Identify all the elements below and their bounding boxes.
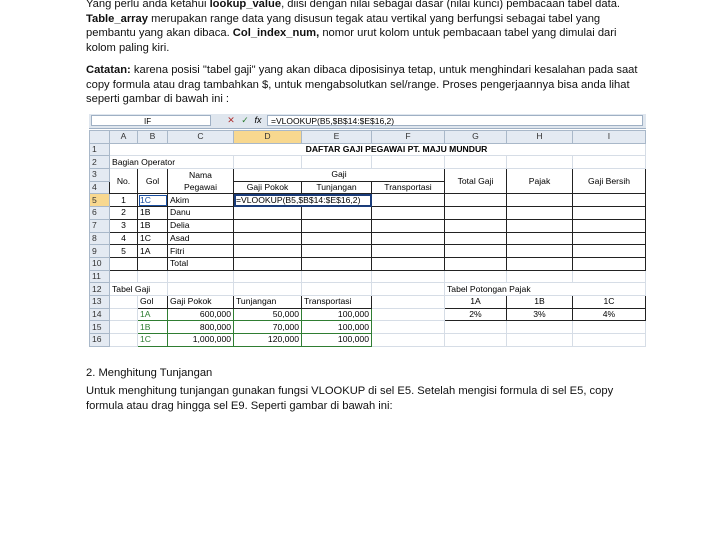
cell[interactable] [302, 257, 372, 270]
editing-cell[interactable] [234, 194, 372, 207]
header-tunjangan[interactable]: Tunjangan [302, 181, 372, 194]
table-row [90, 156, 646, 169]
pajak-val[interactable]: 4% [573, 308, 646, 321]
tg-header-transportasi[interactable]: Transportasi [302, 295, 372, 308]
tg-tunjangan[interactable]: 70,000 [234, 321, 302, 334]
header-gaji[interactable]: Gaji [234, 169, 445, 182]
table-row [90, 245, 646, 258]
cell[interactable] [445, 194, 507, 207]
tabel-gaji-label[interactable]: Tabel Gaji [110, 283, 168, 296]
cell[interactable] [168, 270, 234, 283]
table-row [90, 194, 646, 207]
cell[interactable] [507, 334, 573, 347]
cell[interactable] [234, 245, 302, 258]
cell[interactable] [573, 232, 646, 245]
cell[interactable] [573, 270, 646, 283]
table-row [90, 283, 646, 296]
cell[interactable] [110, 334, 138, 347]
cell[interactable] [234, 257, 302, 270]
column-header[interactable]: C [168, 131, 234, 144]
cell[interactable] [302, 232, 372, 245]
tg-header-pokok[interactable]: Gaji Pokok [168, 295, 234, 308]
row-header[interactable]: 10 [90, 257, 110, 270]
cell[interactable] [110, 308, 138, 321]
row-header[interactable]: 5 [90, 194, 110, 207]
cell[interactable] [445, 257, 507, 270]
tg-pokok[interactable]: 800,000 [168, 321, 234, 334]
cell[interactable] [445, 245, 507, 258]
instruction-paragraph: Untuk menghitung tunjangan gunakan fungsi VLOOKUP di sel E5. Setelah mengisi formula di sel E5, copy formula atau drag hingga sel E9. Seperti gambar di bawah ini: [86, 385, 614, 412]
table-row [90, 207, 646, 220]
cell[interactable] [302, 270, 372, 283]
cell[interactable] [372, 219, 445, 232]
cell[interactable] [573, 194, 646, 207]
excel-screenshot [89, 114, 646, 351]
cell[interactable] [302, 156, 372, 169]
cell-formula: =VLOOKUP(B5,$B$14:$E$16,2) [236, 194, 361, 205]
column-header[interactable]: H [507, 131, 573, 144]
tg-transportasi[interactable]: 100,000 [302, 334, 372, 347]
table-row [90, 143, 646, 156]
cell[interactable] [573, 334, 646, 347]
sheet-title[interactable]: DAFTAR GAJI PEGAWAI PT. MAJU MUNDUR [110, 143, 646, 156]
cell-gol[interactable]: 1B [138, 219, 168, 232]
cell[interactable] [234, 270, 302, 283]
row-header[interactable]: 4 [90, 181, 110, 194]
cell[interactable] [573, 257, 646, 270]
cell[interactable] [234, 283, 302, 296]
row-header[interactable]: 16 [90, 334, 110, 347]
header-no[interactable]: No. [110, 169, 138, 194]
cell[interactable] [573, 219, 646, 232]
cell[interactable] [507, 194, 573, 207]
cell-no[interactable]: 4 [110, 232, 138, 245]
spreadsheet-grid [89, 130, 646, 347]
tg-transportasi[interactable]: 100,000 [302, 308, 372, 321]
table-row [90, 308, 646, 321]
cell[interactable] [445, 156, 507, 169]
header-total-gaji[interactable]: Total Gaji [445, 169, 507, 194]
cell[interactable] [234, 219, 302, 232]
cell[interactable] [372, 245, 445, 258]
select-all-corner[interactable] [90, 131, 110, 144]
cell[interactable] [372, 334, 445, 347]
tg-gol[interactable]: 1C [138, 334, 168, 347]
cell[interactable] [445, 334, 507, 347]
cell[interactable] [234, 156, 302, 169]
cell[interactable] [445, 270, 507, 283]
note-paragraph: Catatan: karena posisi "tabel gaji" yang akan dibaca diposisinya tetap, untuk menghindari kesalahan pada saat copy formula atau drag tambahkan $, untuk mengabsolutkan sel/range. Proses pengerjaannya bisa anda lihat seperti gambar di bawah ini : [86, 64, 638, 106]
header-pajak[interactable]: Pajak [507, 169, 573, 194]
cell[interactable] [302, 207, 372, 220]
cell-nama[interactable]: Danu [168, 207, 234, 220]
table-row [90, 232, 646, 245]
row-header[interactable]: 12 [90, 283, 110, 296]
cell-total-label[interactable]: Total [168, 257, 234, 270]
tg-tunjangan[interactable]: 50,000 [234, 308, 302, 321]
cell[interactable] [372, 257, 445, 270]
column-header[interactable]: G [445, 131, 507, 144]
column-header[interactable]: D [234, 131, 302, 144]
cell[interactable] [573, 245, 646, 258]
cell[interactable] [507, 257, 573, 270]
table-row [90, 321, 646, 334]
cell-no[interactable]: 3 [110, 219, 138, 232]
name-box[interactable]: IF [91, 115, 211, 126]
tg-header-tunjangan[interactable]: Tunjangan [234, 295, 302, 308]
cell[interactable] [110, 257, 138, 270]
pajak-gol[interactable]: 1A [445, 295, 507, 308]
table-row [90, 169, 646, 182]
cell-no[interactable]: 5 [110, 245, 138, 258]
row-header[interactable]: 1 [90, 143, 110, 156]
cell[interactable] [234, 232, 302, 245]
enter-icon[interactable]: ✓ [241, 115, 249, 125]
cell[interactable] [372, 283, 445, 296]
table-row [90, 257, 646, 270]
tg-header-gol[interactable]: Gol [138, 295, 168, 308]
pajak-gol[interactable]: 1C [573, 295, 646, 308]
intro-paragraph: Yang perlu anda ketahui lookup_value, diisi dengan nilai sebagai dasar (nilai kunci) pembacaan tabel data. Table_array merupakan range data yang disusun tegak atau vertikal yang berfungsi sebagai tabel yang pembantu yang akan dibaca. Col_index_num, nomor urut kolom untuk pembacaan tabel yang dimulai dari kolom paling kiri. [86, 0, 621, 54]
tabel-pajak-label[interactable]: Tabel Potongan Pajak [445, 283, 646, 296]
table-row [90, 295, 646, 308]
cell[interactable] [573, 156, 646, 169]
cell-nama[interactable]: Delia [168, 219, 234, 232]
column-header-row [90, 131, 646, 144]
cancel-icon[interactable]: ✕ [227, 115, 235, 125]
row-header[interactable]: 11 [90, 270, 110, 283]
cell-nama[interactable]: Fitri [168, 245, 234, 258]
row-header[interactable]: 9 [90, 245, 110, 258]
row-header[interactable]: 13 [90, 295, 110, 308]
cell-gol[interactable]: 1B [138, 207, 168, 220]
cell[interactable] [507, 156, 573, 169]
cell-no[interactable]: 1 [110, 194, 138, 207]
cell[interactable] [445, 232, 507, 245]
cell[interactable] [302, 219, 372, 232]
cell[interactable] [234, 207, 302, 220]
cell[interactable] [372, 156, 445, 169]
cell[interactable] [168, 283, 234, 296]
cell[interactable] [372, 270, 445, 283]
header-transportasi[interactable]: Transportasi [372, 181, 445, 194]
table-row [90, 270, 646, 283]
cell[interactable] [507, 321, 573, 334]
column-header[interactable]: A [110, 131, 138, 144]
row-header[interactable]: 14 [90, 308, 110, 321]
pajak-val[interactable]: 3% [507, 308, 573, 321]
cell[interactable] [372, 194, 445, 207]
table-row [90, 219, 646, 232]
cell[interactable] [445, 207, 507, 220]
header-gaji-bersih[interactable]: Gaji Bersih [573, 169, 646, 194]
header-gol[interactable]: Gol [138, 169, 168, 194]
formula-input[interactable]: =VLOOKUP(B5,$B$14:$E$16,2) [267, 115, 643, 126]
cell[interactable] [372, 308, 445, 321]
cell[interactable] [372, 321, 445, 334]
cell[interactable] [110, 270, 138, 283]
tg-pokok[interactable]: 1,000,000 [168, 334, 234, 347]
column-header[interactable]: E [302, 131, 372, 144]
cell[interactable] [573, 207, 646, 220]
cell-gol[interactable]: 1A [138, 245, 168, 258]
row-header[interactable]: 2 [90, 156, 110, 169]
row-header[interactable]: 3 [90, 169, 110, 182]
cell[interactable] [507, 270, 573, 283]
pajak-gol[interactable]: 1B [507, 295, 573, 308]
cell[interactable] [302, 283, 372, 296]
cell-no[interactable]: 2 [110, 207, 138, 220]
tg-gol[interactable]: 1B [138, 321, 168, 334]
cell-nama[interactable]: Asad [168, 232, 234, 245]
cell[interactable] [110, 321, 138, 334]
cell[interactable] [507, 207, 573, 220]
column-header[interactable]: I [573, 131, 646, 144]
cell[interactable] [372, 232, 445, 245]
section-label[interactable]: Bagian Operator [110, 156, 234, 169]
pajak-val[interactable]: 2% [445, 308, 507, 321]
cell[interactable] [507, 232, 573, 245]
formula-bar [89, 114, 646, 129]
column-header[interactable]: B [138, 131, 168, 144]
header-gaji-pokok[interactable]: Gaji Pokok [234, 181, 302, 194]
cell-gol[interactable]: 1C [138, 194, 168, 207]
tg-tunjangan[interactable]: 120,000 [234, 334, 302, 347]
cell[interactable] [110, 295, 138, 308]
row-header[interactable]: 8 [90, 232, 110, 245]
cell[interactable] [445, 321, 507, 334]
column-header[interactable]: F [372, 131, 445, 144]
cell[interactable] [445, 219, 507, 232]
cell-nama[interactable]: Akim [168, 194, 234, 207]
cell[interactable] [507, 245, 573, 258]
tg-transportasi[interactable]: 100,000 [302, 321, 372, 334]
cell[interactable] [507, 219, 573, 232]
row-header[interactable]: 7 [90, 219, 110, 232]
table-row [90, 334, 646, 347]
row-header[interactable]: 15 [90, 321, 110, 334]
cell[interactable] [138, 257, 168, 270]
cell[interactable] [302, 245, 372, 258]
cell[interactable] [138, 270, 168, 283]
tg-gol[interactable]: 1A [138, 308, 168, 321]
cell[interactable] [573, 321, 646, 334]
header-nama[interactable]: Nama [168, 169, 234, 182]
cell[interactable] [372, 295, 445, 308]
row-header[interactable]: 6 [90, 207, 110, 220]
header-pegawai[interactable]: Pegawai [168, 181, 234, 194]
cell-gol[interactable]: 1C [138, 232, 168, 245]
function-icon[interactable]: fx [254, 115, 262, 125]
cell[interactable] [372, 207, 445, 220]
section-heading: 2. Menghitung Tunjangan [86, 367, 213, 379]
tg-pokok[interactable]: 600,000 [168, 308, 234, 321]
